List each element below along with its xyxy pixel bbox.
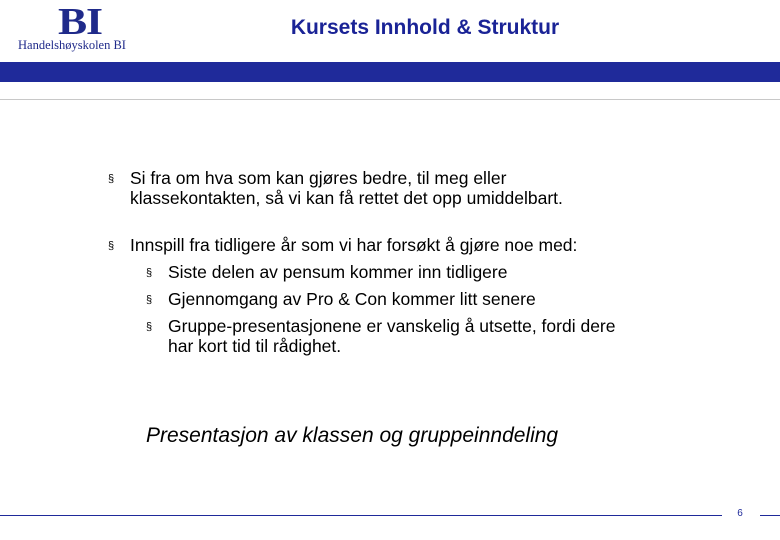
bi-logo-mark: BI [58, 1, 102, 43]
bullet-line: klassekontakten, så vi kan få rettet det opp umiddelbart. [130, 188, 563, 208]
bi-logo [18, 1, 148, 56]
sub-bullet-item [146, 316, 748, 356]
bullet-icon: § [146, 321, 153, 333]
page-number: 6 [737, 508, 743, 519]
bullet-item [108, 168, 748, 208]
bullet-line: Si fra om hva som kan gjøres bedre, til meg eller [130, 168, 507, 188]
bullet-line: Innspill fra tidligere år som vi har forsøkt å gjøre noe med: [130, 235, 578, 255]
bullet-item [108, 235, 748, 257]
sub-bullet-text: Siste delen av pensum kommer inn tidligere [168, 262, 508, 282]
bullet-icon: § [146, 294, 153, 306]
bullet-icon: § [146, 267, 153, 279]
bi-logo-text: Handelshøyskolen BI [18, 38, 126, 52]
bullet-icon: § [108, 240, 115, 252]
bullet-text [130, 168, 563, 208]
bullet-icon: § [108, 173, 115, 185]
sub-bullet-text: Gjennomgang av Pro & Con kommer litt senere [168, 289, 536, 309]
next-topic-link[interactable]: Presentasjon av klassen og gruppeinndeling [146, 424, 559, 447]
sub-bullet-item [146, 262, 748, 284]
slide-content [108, 168, 748, 356]
sub-bullet-text [168, 316, 616, 356]
bullet-line: har kort tid til rådighet. [168, 336, 342, 356]
header-divider [0, 99, 780, 100]
footer-divider-right [760, 515, 780, 516]
header-bar [0, 62, 780, 82]
slide-title: Kursets Innhold & Struktur [290, 16, 560, 39]
footer-divider [0, 515, 722, 516]
sub-bullet-item [146, 289, 748, 311]
sub-bullet-list [146, 262, 748, 356]
bullet-line: Gruppe-presentasjonene er vanskelig å utsette, fordi dere [168, 316, 616, 336]
bullet-text [130, 235, 577, 257]
